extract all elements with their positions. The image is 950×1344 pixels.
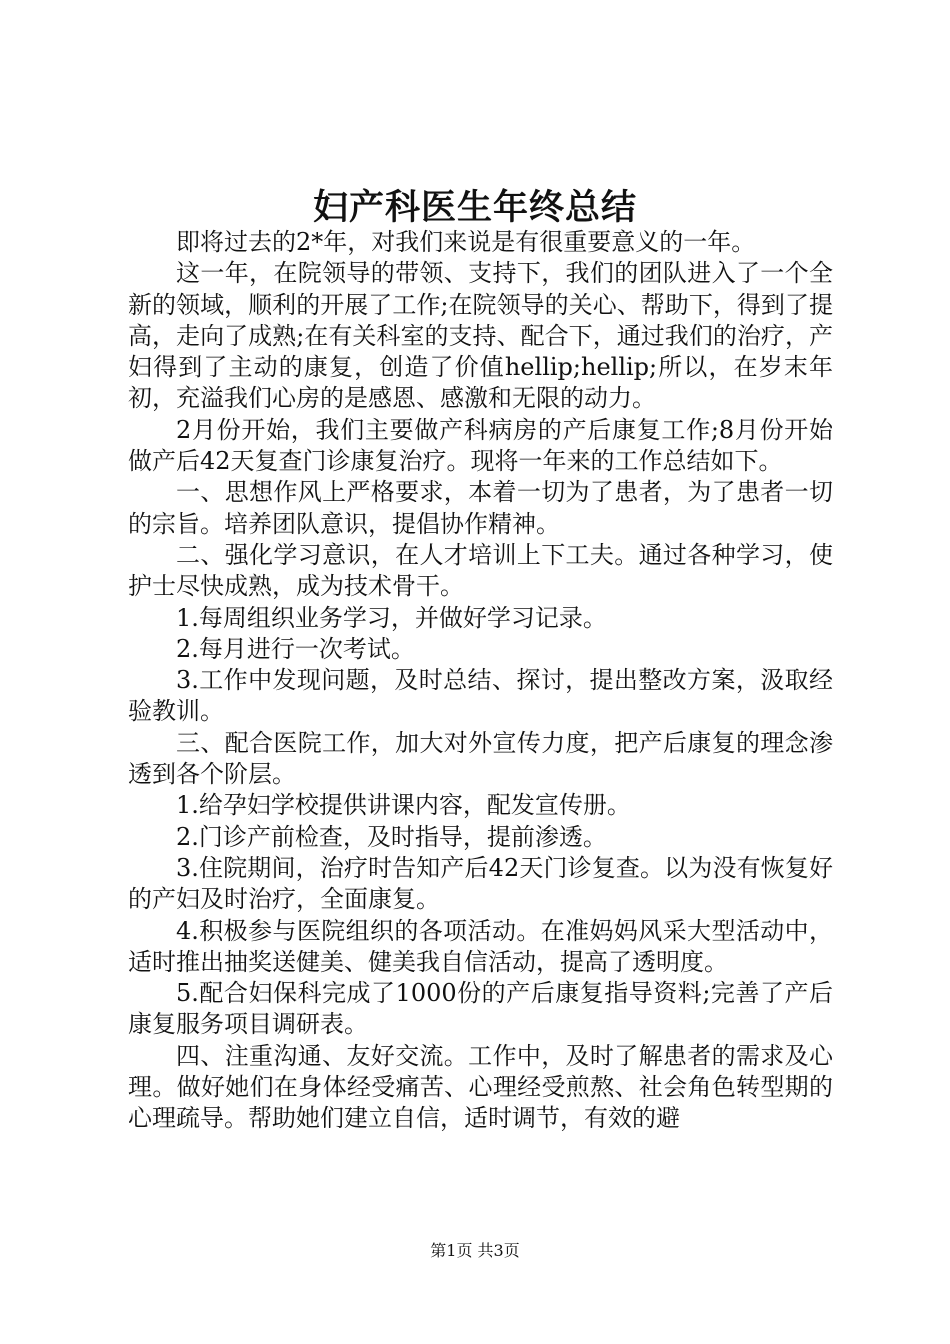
list-item: 5.配合妇保科完成了1000份的产后康复指导资料;完善了产后康复服务项目调研表。 bbox=[128, 979, 833, 1039]
page-footer: 第1页 共3页 bbox=[430, 1241, 520, 1260]
list-item: 1.每周组织业务学习，并做好学习记录。 bbox=[176, 603, 607, 632]
paragraph: 二、强化学习意识，在人才培训上下工夫。通过各种学习，使护士尽快成熟，成为技术骨干。 bbox=[128, 540, 833, 601]
paragraph: 2月份开始，我们主要做产科病房的产后康复工作;8月份开始做产后42天复查门诊康复治疗。现将一年来的工作总结如下。 bbox=[128, 415, 833, 476]
list-item: 3.工作中发现问题，及时总结、探讨，提出整改方案，汲取经验教训。 bbox=[128, 666, 833, 726]
list-item: 2.门诊产前检查，及时指导，提前渗透。 bbox=[176, 822, 607, 851]
list-item: 3.住院期间，治疗时告知产后42天门诊复查。以为没有恢复好的产妇及时治疗，全面康复。 bbox=[128, 853, 833, 914]
paragraph: 三、配合医院工作，加大对外宣传力度，把产后康复的理念渗透到各个阶层。 bbox=[128, 728, 833, 789]
list-item: 1.给孕妇学校提供讲课内容，配发宣传册。 bbox=[176, 791, 631, 820]
document-body bbox=[128, 227, 833, 1135]
paragraph: 一、思想作风上严格要求，本着一切为了患者，为了患者一切的宗旨。培养团队意识，提倡协作精神。 bbox=[128, 478, 833, 538]
list-item: 4.积极参与医院组织的各项活动。在准妈妈风采大型活动中，适时推出抽奖送健美、健美我自信活动，提高了透明度。 bbox=[128, 916, 833, 976]
document-title: 妇产科医生年终总结 bbox=[312, 187, 637, 228]
paragraph: 即将过去的2*年，对我们来说是有很重要意义的一年。 bbox=[176, 228, 756, 256]
paragraph: 这一年，在院领导的带领、支持下，我们的团队进入了一个全新的领域，顺利的开展了工作;在院领导的关心、帮助下，得到了提高，走向了成熟;在有关科室的支持、配合下，通过我们的治疗，产妇得到了主动的康复，创造了价值hellip;hellip;所以，在岁末年初，充溢我们心房的是感恩、感激和无限的动力。 bbox=[128, 259, 833, 413]
list-item: 2.每月进行一次考试。 bbox=[176, 634, 415, 663]
paragraph: 四、注重沟通、友好交流。工作中，及时了解患者的需求及心理。做好她们在身体经受痛苦、心理经受煎熬、社会角色转型期的心理疏导。帮助她们建立自信，适时调节，有效的避 bbox=[128, 1041, 833, 1133]
